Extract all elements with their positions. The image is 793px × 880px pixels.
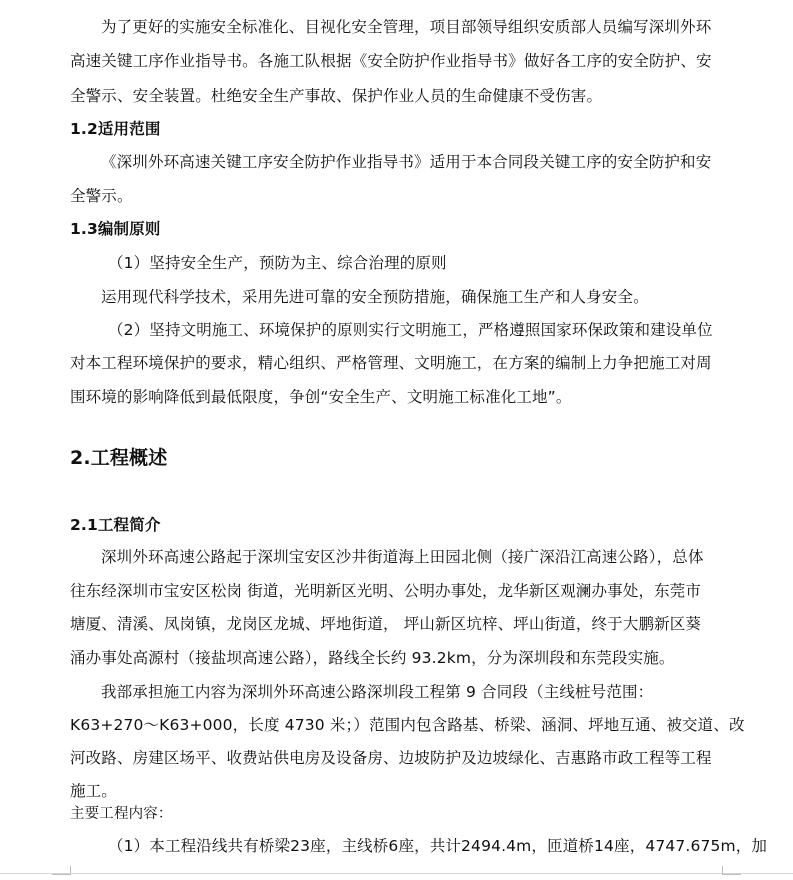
paragraph-line: 我部承担施工内容为深圳外环高速公路深圳段工程第 9 合同段（主线桩号范围： xyxy=(101,683,654,701)
paragraph-line: 河改路、房建区场平、收费站供电房及设备房、边坡防护及边坡绿化、吉惠路市政工程等工程 xyxy=(70,749,712,767)
subheading-main-content: 主要工程内容： xyxy=(70,806,173,822)
chapter-heading-2: 2.工程概述 xyxy=(70,447,168,469)
paragraph-line: 全警示、安全装置。杜绝安全生产事故、保护作业人员的生命健康不受伤害。 xyxy=(70,87,603,105)
paragraph-line: 全警示。 xyxy=(70,187,133,205)
paragraph-line: （1）本工程沿线共有桥梁23座，主线桥6座，共计2494.4m，匝道桥14座，4747.675m，加 xyxy=(108,837,768,855)
paragraph-line: 高速关键工序作业指导书。各施工队根据《安全防护作业指导书》做好各工序的安全防护、安 xyxy=(70,52,712,70)
paragraph-line: 围环境的影响降低到最低限度，争创“安全生产、文明施工标准化工地”。 xyxy=(70,388,572,406)
paragraph-line: 为了更好的实施安全标准化、目视化安全管理，项目部领导组织安质部人员编写深圳外环 xyxy=(101,18,712,36)
paragraph-line: 往东经深圳市宝安区松岗 街道，光明新区光明、公明办事处，龙华新区观澜办事处，东莞市 xyxy=(70,582,702,600)
paragraph-line: 施工。 xyxy=(70,782,117,800)
margin-corner-mark-left xyxy=(52,866,71,875)
paragraph-line: 深圳外环高速公路起于深圳宝安区沙井街道海上田园北侧（接广深沿江高速公路），总体 xyxy=(101,548,704,566)
section-heading-1-3: 1.3编制原则 xyxy=(70,220,161,238)
page-bottom-line xyxy=(0,873,793,874)
section-heading-1-2: 1.2适用范围 xyxy=(70,120,161,138)
paragraph-line: K63+270～K63+000，长度 4730 米；）范围内包含路基、桥梁、涵洞、坪地互通、被交道、改 xyxy=(70,716,745,734)
margin-corner-mark-right xyxy=(722,866,741,875)
paragraph-line: 《深圳外环高速关键工序安全防护作业指导书》适用于本合同段关键工序的安全防护和安 xyxy=(101,153,712,171)
paragraph-line: （2）坚持文明施工、环境保护的原则实行文明施工，严格遵照国家环保政策和建设单位 xyxy=(108,321,713,339)
paragraph-line: 涌办事处高源村（接盐坝高速公路），路线全长约 93.2km，分为深圳段和东莞段实施。 xyxy=(70,649,675,667)
section-heading-2-1: 2.1工程简介 xyxy=(70,516,161,534)
paragraph-line: （1）坚持安全生产，预防为主、综合治理的原则 xyxy=(108,254,447,272)
paragraph-line: 对本工程环境保护的要求，精心组织、严格管理、文明施工，在方案的编制上力争把施工对周 xyxy=(70,354,712,372)
paragraph-line: 塘厦、清溪、凤岗镇，龙岗区龙城、坪地街道， 坪山新区坑梓、坪山街道，终于大鹏新区葵 xyxy=(70,615,702,633)
paragraph-line: 运用现代科学技术，采用先进可靠的安全预防措施，确保施工生产和人身安全。 xyxy=(101,288,649,306)
